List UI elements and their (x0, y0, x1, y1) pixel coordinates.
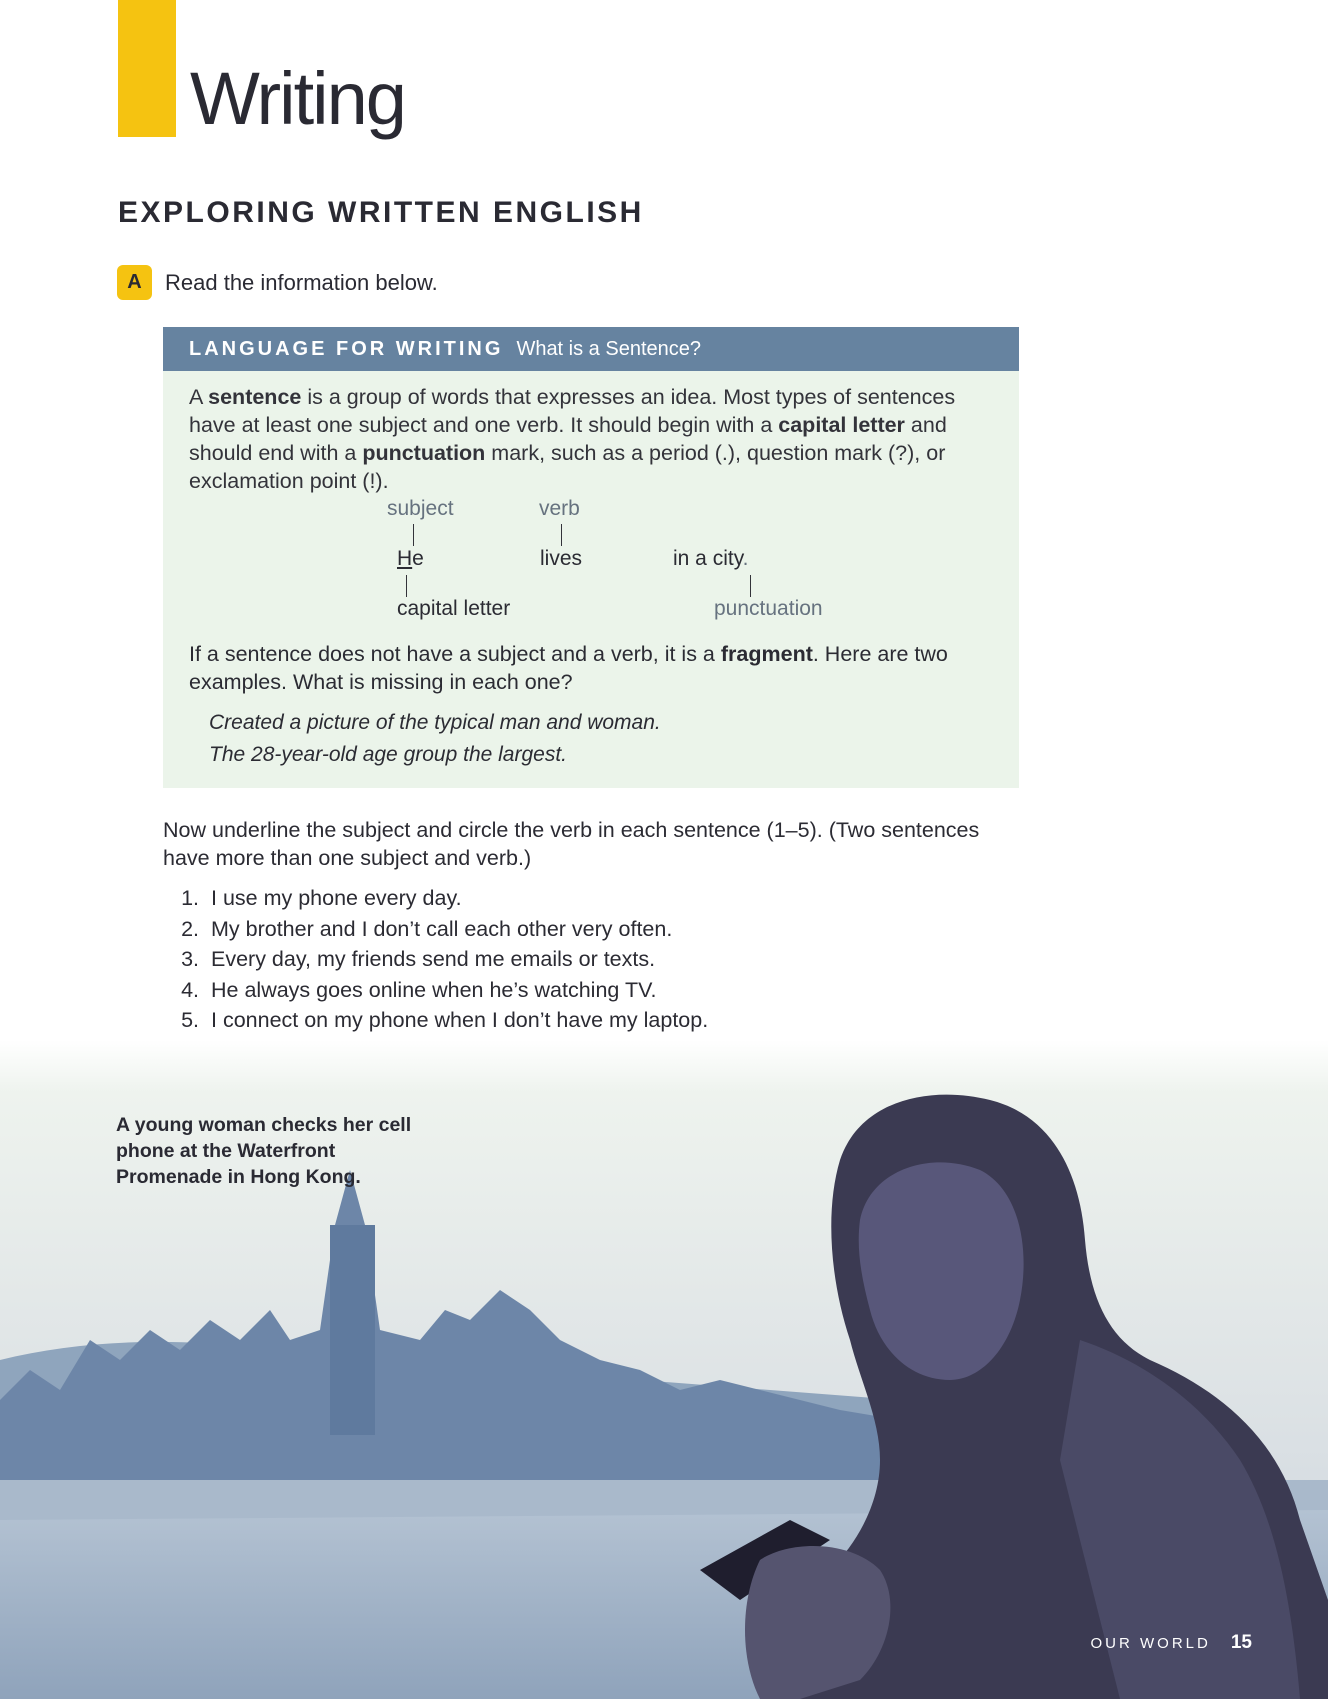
diagram-line (406, 575, 407, 597)
list-item: 5. I connect on my phone when I don’t have my laptop. (181, 1008, 709, 1032)
sentence-diagram (163, 497, 983, 620)
list-item: 3. Every day, my friends send me emails or texts. (181, 947, 656, 971)
info-box-subtitle: What is a Sentence? (516, 337, 701, 360)
diagram-line (413, 524, 414, 546)
term-sentence: sentence (208, 385, 302, 409)
diagram-capital-label: capital letter (397, 597, 511, 620)
diagram-word-rest: in a city. (673, 547, 749, 570)
diagram-verb-label: verb (539, 497, 580, 520)
list-item: 4. He always goes online when he’s watching TV. (181, 977, 657, 1002)
page-footer (1091, 1632, 1252, 1654)
example-fragment: The 28-year-old age group the largest. (209, 743, 568, 766)
info-box-label: LANGUAGE FOR WRITING (189, 337, 504, 360)
info-box-header (163, 327, 1019, 371)
sentence-list (163, 886, 708, 1039)
photo-caption: A young woman checks her cell phone at the Waterfront Promenade in Hong Kong. (116, 1114, 412, 1188)
list-item: 1. I use my phone every day. (181, 886, 462, 910)
example-fragment: Created a picture of the typical man and woman. (209, 711, 661, 734)
page-number: 15 (1230, 1632, 1252, 1653)
term-punctuation: punctuation (362, 441, 486, 465)
diagram-word-lives: lives (540, 547, 583, 570)
term-fragment: fragment (720, 642, 813, 666)
diagram-subject-label: subject (387, 497, 454, 520)
exercise-instructions: Now underline the subject and circle the verb in each sentence (1–5). (Two sentences have more than one subject and verb.) (163, 818, 980, 870)
step-badge: A (117, 265, 152, 300)
step-a (117, 265, 438, 300)
diagram-punctuation-label: punctuation (714, 597, 823, 620)
language-for-writing-box (163, 327, 1019, 788)
fragment-examples (209, 707, 661, 771)
diagram-line (750, 575, 751, 597)
section-title: EXPLORING WRITTEN ENGLISH (118, 196, 644, 229)
accent-bar (118, 0, 176, 137)
diagram-word-he: He (397, 547, 424, 570)
term-capital-letter: capital letter (778, 413, 905, 437)
definition-paragraph: A sentence is a group of words that expresses an idea. Most types of sentences have at least one subject and one verb. It should begin with a capital letter and should end with a punctuation mark, such as a period (.), question mark (?), or exclamation point (!). (189, 385, 956, 493)
list-item: 2. My brother and I don’t call each other very often. (181, 916, 673, 941)
step-instruction: Read the information below. (165, 269, 438, 295)
page-title: Writing (190, 57, 405, 140)
fragment-paragraph: If a sentence does not have a subject and a verb, it is a fragment. Here are two examples. What is missing in each one? (189, 642, 948, 694)
diagram-line (561, 524, 562, 546)
book-title: OUR WORLD (1090, 1635, 1211, 1652)
